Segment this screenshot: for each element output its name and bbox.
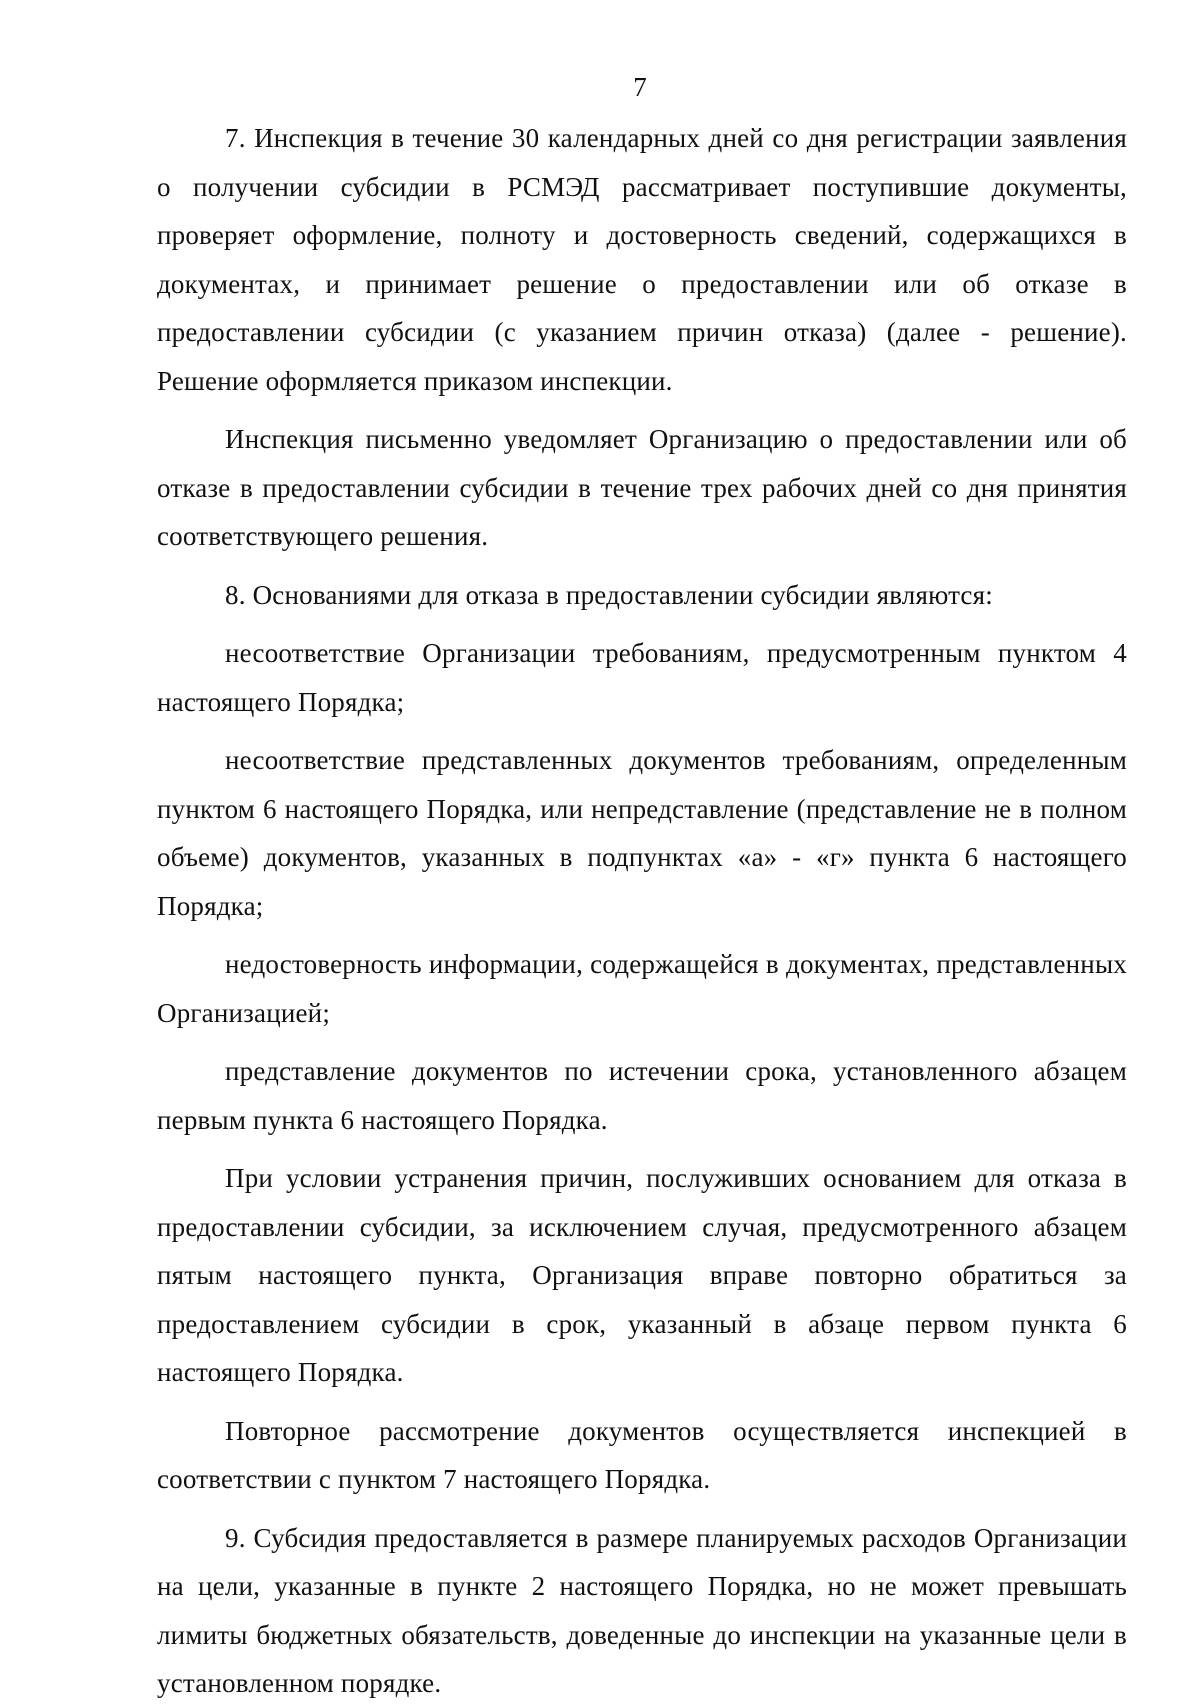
page-number: 7	[633, 72, 647, 102]
paragraph-ground-deadline: представление документов по истечении срока, установленного абзацем первым пункта 6 настоящего Порядка.	[157, 1056, 1127, 1135]
paragraph-7-review: 7. Инспекция в течение 30 календарных дней со дня регистрации заявления о получении субсидии в РСМЭД рассматривает поступившие документы, проверяет оформление, полноту и достоверность сведений, содержащихся в документах, и принимает решение о предоставлении или об отказе в предоставлении субсидии (с указанием причин отказа) (далее - решение). Решение оформляется приказом инспекции.	[157, 123, 1127, 396]
paragraph-9-subsidy-amount: 9. Субсидия предоставляется в размере планируемых расходов Организации на цели, указанные в пункте 2 настоящего Порядка, но не может превышать лимиты бюджетных обязательств, доведенные до инспекции на указанные цели в установленном порядке.	[157, 1522, 1127, 1698]
paragraph-reapplication: При условии устранения причин, послуживших основанием для отказа в предоставлении субсидии, за исключением случая, предусмотренного абзацем пятым настоящего пункта, Организация вправе повторно обратиться за предоставлением субсидии в срок, указанный в абзаце первом пункта 6 настоящего Порядка.	[157, 1163, 1127, 1387]
paragraph-8-grounds: 8. Основаниями для отказа в предоставлении субсидии являются:	[225, 579, 993, 610]
paragraph-ground-requirements: несоответствие Организации требованиям, предусмотренным пунктом 4 настоящего Порядка;	[157, 638, 1127, 717]
paragraph-ground-documents: несоответствие представленных документов требованиям, определенным пунктом 6 настоящего Порядка, или непредставление (представление не в полном объеме) документов, указанных в подпунктах «а» - «г» пункта 6 настоящего Порядка;	[157, 745, 1127, 921]
paragraph-ground-unreliable-info: недостоверность информации, содержащейся в документах, представленных Организацией;	[157, 949, 1127, 1028]
paragraph-repeat-review: Повторное рассмотрение документов осуществляется инспекцией в соответствии с пунктом 7 настоящего Порядка.	[157, 1415, 1127, 1494]
document-body	[157, 114, 1127, 1708]
paragraph-notification: Инспекция письменно уведомляет Организацию о предоставлении или об отказе в предоставлении субсидии в течение трех рабочих дней со дня принятия соответствующего решения.	[157, 424, 1127, 551]
